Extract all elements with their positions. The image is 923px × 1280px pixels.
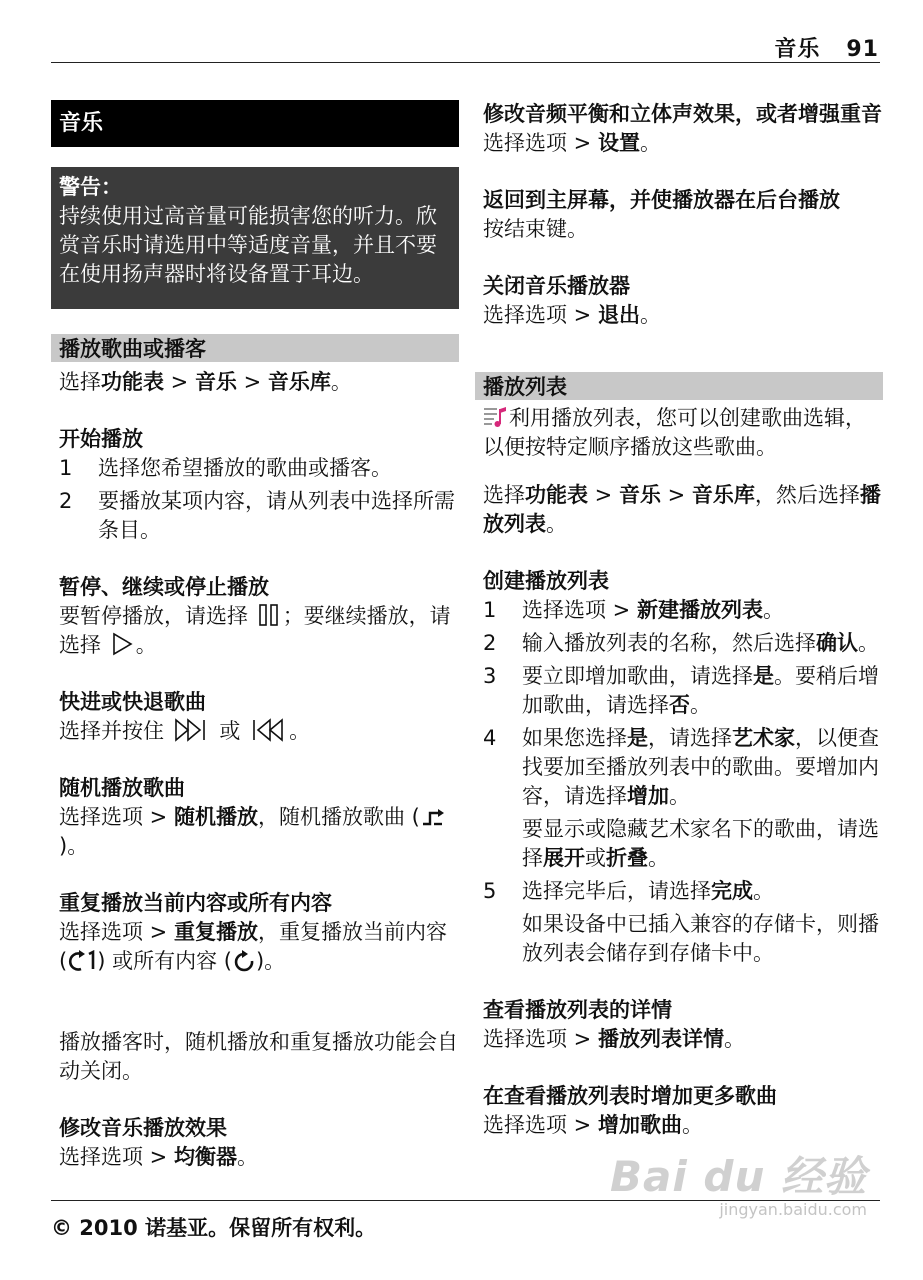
balance-heading: 修改音频平衡和立体声效果，或者增强重音 (483, 102, 882, 126)
step-option: 完成 (711, 879, 753, 903)
note-text: 。 (648, 846, 669, 870)
playlist-path: 选择功能表 > 音乐 > 音乐库，然后选择播放列表。 (483, 483, 881, 536)
note-text: 或 (585, 846, 606, 870)
seek-heading: 快进或快退歌曲 (59, 690, 206, 714)
watermark-url: jingyan.baidu.com (719, 1200, 867, 1219)
note-text: 要显示或隐藏艺术家名下的歌曲，请选择 (522, 817, 879, 870)
path-item: 音乐 (618, 483, 661, 507)
note-option: 折叠 (606, 846, 648, 870)
pause-text (51, 602, 459, 660)
podcast-note: 播放播客时，随机播放和重复播放功能会自动关闭。 (59, 1030, 458, 1083)
header-section: 音乐 (774, 37, 821, 62)
path-mid: ，然后选择 (754, 483, 860, 507)
note-option: 展开 (543, 846, 585, 870)
playlist-intro-text: 利用播放列表，您可以创建歌曲选辑，以便按特定顺序播放这些歌曲。 (483, 406, 866, 459)
list-item (475, 662, 883, 720)
step-text: ，以便查找要加至播放列表中的歌曲。要增加内容，请选择 (522, 726, 879, 808)
page-header (774, 32, 879, 63)
details-option: 播放列表详情 (597, 1027, 724, 1051)
seek-text-a: 选择并按住 (59, 719, 164, 743)
shuffle-option: 随机播放 (173, 805, 258, 829)
path-prefix: 选择 (59, 370, 101, 394)
close-pre: 选择选项 > (483, 303, 598, 327)
shuffle-icon (420, 806, 446, 828)
path-item: 音乐库 (267, 370, 331, 394)
start-play-heading: 开始播放 (59, 427, 143, 451)
seek-text (51, 717, 459, 746)
close-option: 退出 (597, 303, 640, 327)
playlist-intro (475, 404, 883, 462)
repeat-heading: 重复播放当前内容或所有内容 (59, 891, 332, 915)
page-number: 91 (846, 37, 879, 62)
repeat-post: ，重复播放当前内容 ( (59, 920, 447, 973)
list-item (475, 596, 883, 625)
path-item: 音乐库 (691, 483, 755, 507)
balance-pre: 选择选项 > (483, 131, 598, 155)
pause-heading: 暂停、继续或停止播放 (59, 575, 269, 599)
fast-forward-icon (174, 718, 210, 742)
step-option: 新建播放列表 (636, 598, 763, 622)
path-suffix: 。 (546, 512, 567, 536)
close-text (475, 301, 883, 330)
rewind-icon (250, 718, 286, 742)
step-number: 1 (59, 456, 73, 480)
shuffle-pre: 选择选项 > (59, 805, 174, 829)
list-item (475, 629, 883, 658)
watermark-logo: Bai du 经验 (610, 1152, 867, 1201)
step-option: 是 (627, 726, 648, 750)
list-item (475, 877, 883, 906)
path-prefix: 选择 (483, 483, 525, 507)
repeat-mid: ) 或所有内容 ( (97, 949, 232, 973)
play-path: 选择功能表 > 音乐 > 音乐库。 (59, 370, 352, 394)
section-heading-play: 播放歌曲或播客 (51, 334, 459, 362)
shuffle-end: )。 (59, 834, 89, 858)
path-item: 功能表 (525, 483, 588, 507)
list-item (475, 724, 883, 811)
step-text: 要立即增加歌曲，请选择 (522, 664, 753, 688)
create-heading: 创建播放列表 (483, 569, 609, 593)
repeat-end: )。 (255, 949, 286, 973)
step-note (475, 815, 883, 873)
repeat-all-icon (232, 950, 256, 972)
repeat-option: 重复播放 (173, 920, 258, 944)
right-column (475, 100, 883, 1140)
copyright: © 2010 诺基亚。保留所有权利。 (51, 1216, 377, 1240)
path-item: 播放列表 (483, 483, 881, 536)
details-pre: 选择选项 > (483, 1027, 598, 1051)
step-text: 。要稍后增加歌曲，请选择 (522, 664, 879, 717)
page-title: 音乐 (51, 100, 459, 147)
details-end: 。 (723, 1027, 745, 1051)
step-option: 确认 (816, 631, 858, 655)
home-text: 按结束键。 (483, 217, 588, 241)
close-heading: 关闭音乐播放器 (483, 274, 630, 298)
watermark (610, 1144, 867, 1219)
home-heading: 返回到主屏幕，并使播放器在后台播放 (483, 188, 840, 212)
step-text: 选择您希望播放的歌曲或播客。 (98, 456, 392, 480)
step-text: 。 (690, 693, 711, 717)
step-option: 艺术家 (732, 726, 795, 750)
step-text: 如果您选择 (522, 726, 627, 750)
add-more-heading: 在查看播放列表时增加更多歌曲 (483, 1084, 777, 1108)
warning-box (51, 167, 459, 309)
step-text: 选择完毕后，请选择 (522, 879, 711, 903)
pause-text-b: ；要继续播放，请选择 (59, 604, 451, 657)
step-number: 4 (483, 726, 497, 750)
effects-end: 。 (236, 1145, 258, 1169)
step-number: 2 (483, 631, 497, 655)
add-more-text (475, 1111, 883, 1140)
pause-text-a: 要暂停播放，请选择 (59, 604, 248, 628)
header-rule (51, 62, 880, 63)
step-number: 1 (483, 598, 497, 622)
step-text: ，请选择 (648, 726, 732, 750)
pause-icon (258, 603, 280, 627)
step-option: 是 (753, 664, 774, 688)
step-text: 。 (762, 598, 784, 622)
play-icon (111, 632, 133, 656)
effects-text (51, 1143, 459, 1172)
balance-option: 设置 (597, 131, 640, 155)
repeat-pre: 选择选项 > (59, 920, 174, 944)
add-more-option: 增加歌曲 (597, 1113, 682, 1137)
warning-body: 持续使用过高音量可能损害您的听力。欣赏音乐时请选用中等适度音量，并且不要在使用扬声器时将设备置于耳边。 (59, 204, 437, 286)
step-text: 。 (753, 879, 774, 903)
details-text (475, 1025, 883, 1054)
path-item: 功能表 (101, 370, 164, 394)
pause-text-c: 。 (135, 633, 157, 657)
effects-pre: 选择选项 > (59, 1145, 174, 1169)
step-number: 2 (59, 489, 73, 513)
shuffle-heading: 随机播放歌曲 (59, 776, 185, 800)
step-text: 。 (858, 631, 879, 655)
step-text: 选择选项 > (522, 598, 637, 622)
shuffle-post: ，随机播放歌曲 ( (257, 805, 420, 829)
step-text: 。 (669, 784, 690, 808)
balance-text (475, 129, 883, 158)
warning-title: 警告： (59, 175, 122, 199)
playlist-icon (483, 405, 507, 429)
step-number: 5 (483, 879, 497, 903)
effects-heading: 修改音乐播放效果 (59, 1116, 227, 1140)
list-item (51, 454, 459, 483)
step-number: 3 (483, 664, 497, 688)
step-text: 输入播放列表的名称，然后选择 (522, 631, 816, 655)
path-item: 音乐 (194, 370, 237, 394)
step-option: 否 (669, 693, 690, 717)
step-note: 如果设备中已插入兼容的存储卡，则播放列表会储存到存储卡中。 (522, 912, 879, 965)
repeat-one-icon (67, 950, 97, 972)
details-heading: 查看播放列表的详情 (483, 998, 672, 1022)
step-text: 要播放某项内容，请从列表中选择所需条目。 (98, 489, 455, 542)
repeat-text (51, 918, 459, 976)
section-heading-playlists: 播放列表 (475, 372, 883, 400)
step-option: 增加 (627, 784, 669, 808)
close-end: 。 (639, 303, 661, 327)
seek-text-b: 或 (219, 719, 241, 743)
shuffle-text (51, 803, 459, 861)
seek-text-c: 。 (289, 719, 311, 743)
add-more-end: 。 (681, 1113, 703, 1137)
add-more-pre: 选择选项 > (483, 1113, 598, 1137)
left-column (51, 100, 459, 1172)
effects-option: 均衡器 (173, 1145, 237, 1169)
footer-rule (51, 1200, 880, 1201)
path-suffix: 。 (330, 370, 352, 394)
list-item (51, 487, 459, 545)
balance-end: 。 (639, 131, 661, 155)
